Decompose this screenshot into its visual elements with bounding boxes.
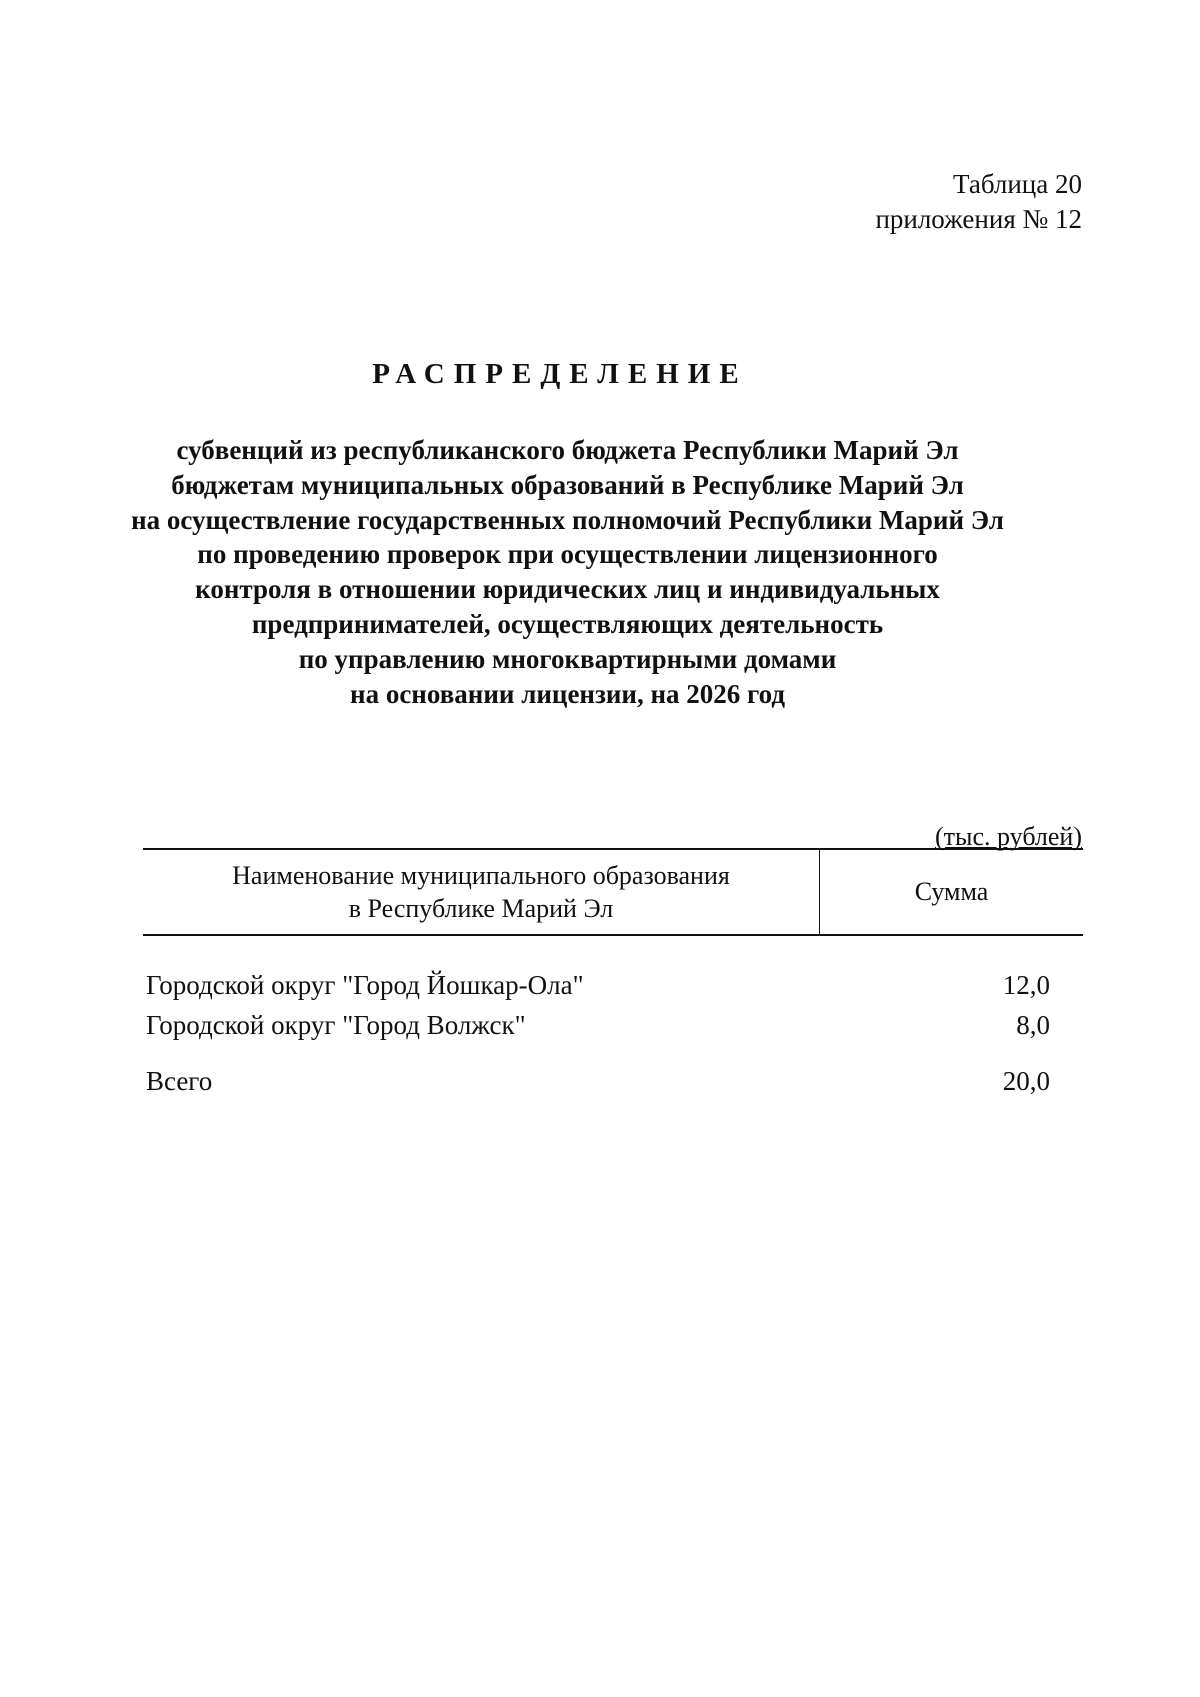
document-subtitle — [0, 433, 1135, 711]
table-row — [146, 968, 1050, 1002]
subtitle-line: по проведению проверок при осуществлении лицензионного — [197, 539, 938, 570]
header-sum: Сумма — [914, 877, 989, 906]
table-reference — [875, 167, 1082, 237]
header-municipality-line: в Республике Марий Эл — [348, 894, 614, 923]
row-amount: 8,0 — [1016, 1010, 1050, 1040]
total-row — [146, 1064, 1050, 1098]
subtitle-line: бюджетам муниципальных образований в Республике Марий Эл — [171, 469, 964, 500]
total-amount: 20,0 — [1002, 1066, 1050, 1096]
appendix-number: приложения № 12 — [875, 204, 1082, 234]
header-municipality-line: Наименование муниципального образования — [232, 861, 730, 890]
subtitle-line: контроля в отношении юридических лиц и индивидуальных — [195, 574, 940, 605]
table-number: Таблица 20 — [953, 169, 1082, 199]
subtitle-line: предпринимателей, осуществляющих деятельность — [251, 608, 884, 639]
subtitle-line: на основании лицензии, на 2026 год — [350, 678, 785, 709]
document-title: РАСПРЕДЕЛЕНИЕ — [372, 358, 748, 390]
table-row — [146, 1008, 1050, 1042]
subtitle-line: по управлению многоквартирными домами — [298, 643, 837, 674]
subtitle-line: субвенций из республиканского бюджета Республики Марий Эл — [176, 435, 959, 465]
total-label: Всего — [146, 1066, 213, 1096]
row-municipality: Городской округ "Город Волжск" — [146, 1010, 526, 1040]
subtitle-line: на осуществление государственных полномочий Республики Марий Эл — [131, 504, 1004, 535]
table-header — [143, 848, 1083, 936]
row-municipality: Городской округ "Город Йошкар-Ола" — [146, 970, 584, 1000]
units-note: (тыс. рублей) — [934, 822, 1082, 851]
row-amount: 12,0 — [1002, 970, 1050, 1000]
header-municipality — [143, 850, 820, 934]
